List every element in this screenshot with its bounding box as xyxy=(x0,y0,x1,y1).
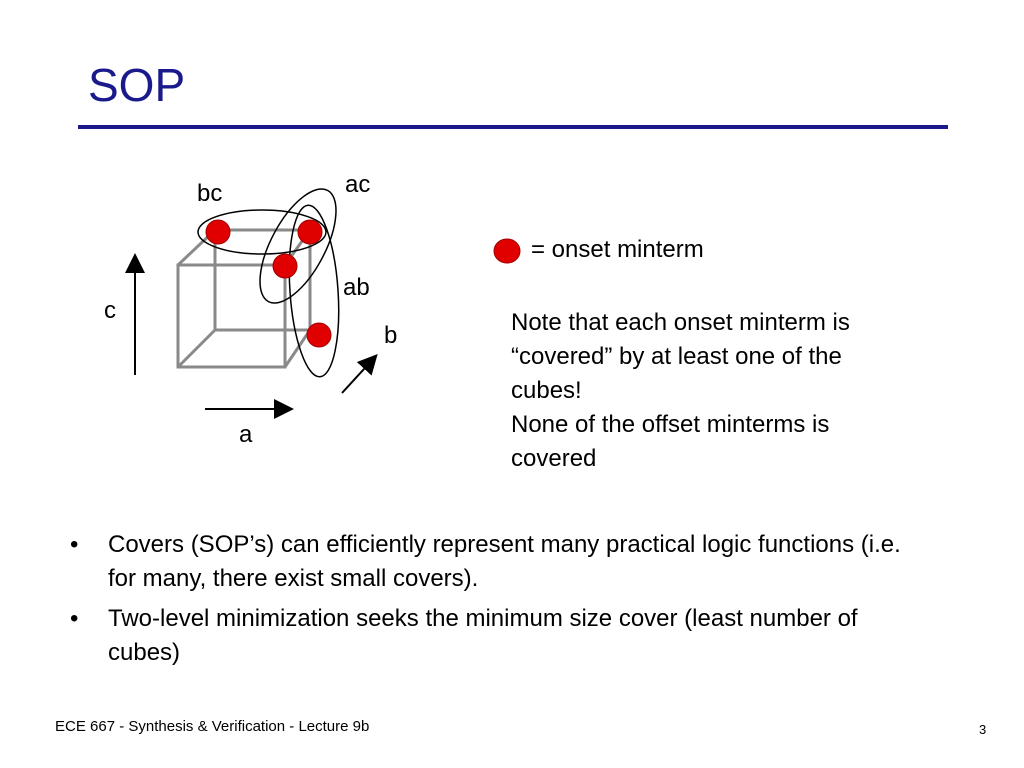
onset-minterm-dot xyxy=(206,220,230,244)
list-item xyxy=(70,528,930,596)
onset-minterm-dot xyxy=(273,254,297,278)
legend-minterm-dot xyxy=(494,239,520,263)
cube-back-face xyxy=(215,230,310,330)
list-item xyxy=(70,602,930,670)
slide-title: SOP xyxy=(88,59,186,111)
bullet-text: Covers (SOP’s) can efficiently represent many practical logic functions (i.e. for many, there exist small covers). xyxy=(108,531,901,592)
axis-b-arrow xyxy=(342,357,375,393)
footer-text: ECE 667 - Synthesis & Verification - Lecture 9b xyxy=(55,718,370,735)
label-c: c xyxy=(104,297,116,324)
bullet-text: Two-level minimization seeks the minimum size cover (least number of cubes) xyxy=(108,605,858,666)
note-text xyxy=(511,306,911,476)
legend-label: = onset minterm xyxy=(531,236,704,263)
cube-edge xyxy=(285,330,310,367)
onset-minterm-dot xyxy=(298,220,322,244)
cube-edge xyxy=(178,330,215,367)
bullet-list xyxy=(70,528,930,676)
note-line-1: Note that each onset minterm is “covered” by at least one of the cubes! xyxy=(511,309,850,404)
page-number: 3 xyxy=(979,722,987,737)
label-b: b xyxy=(384,322,398,349)
note-line-2: None of the offset minterms is covered xyxy=(511,411,830,472)
label-a: a xyxy=(239,421,253,448)
bullet-dot-icon: • xyxy=(70,531,79,558)
label-ac: ac xyxy=(345,171,371,198)
bullet-dot-icon: • xyxy=(70,605,79,632)
label-ab: ab xyxy=(343,274,370,301)
label-bc: bc xyxy=(197,180,223,207)
onset-minterm-dot xyxy=(307,323,331,347)
